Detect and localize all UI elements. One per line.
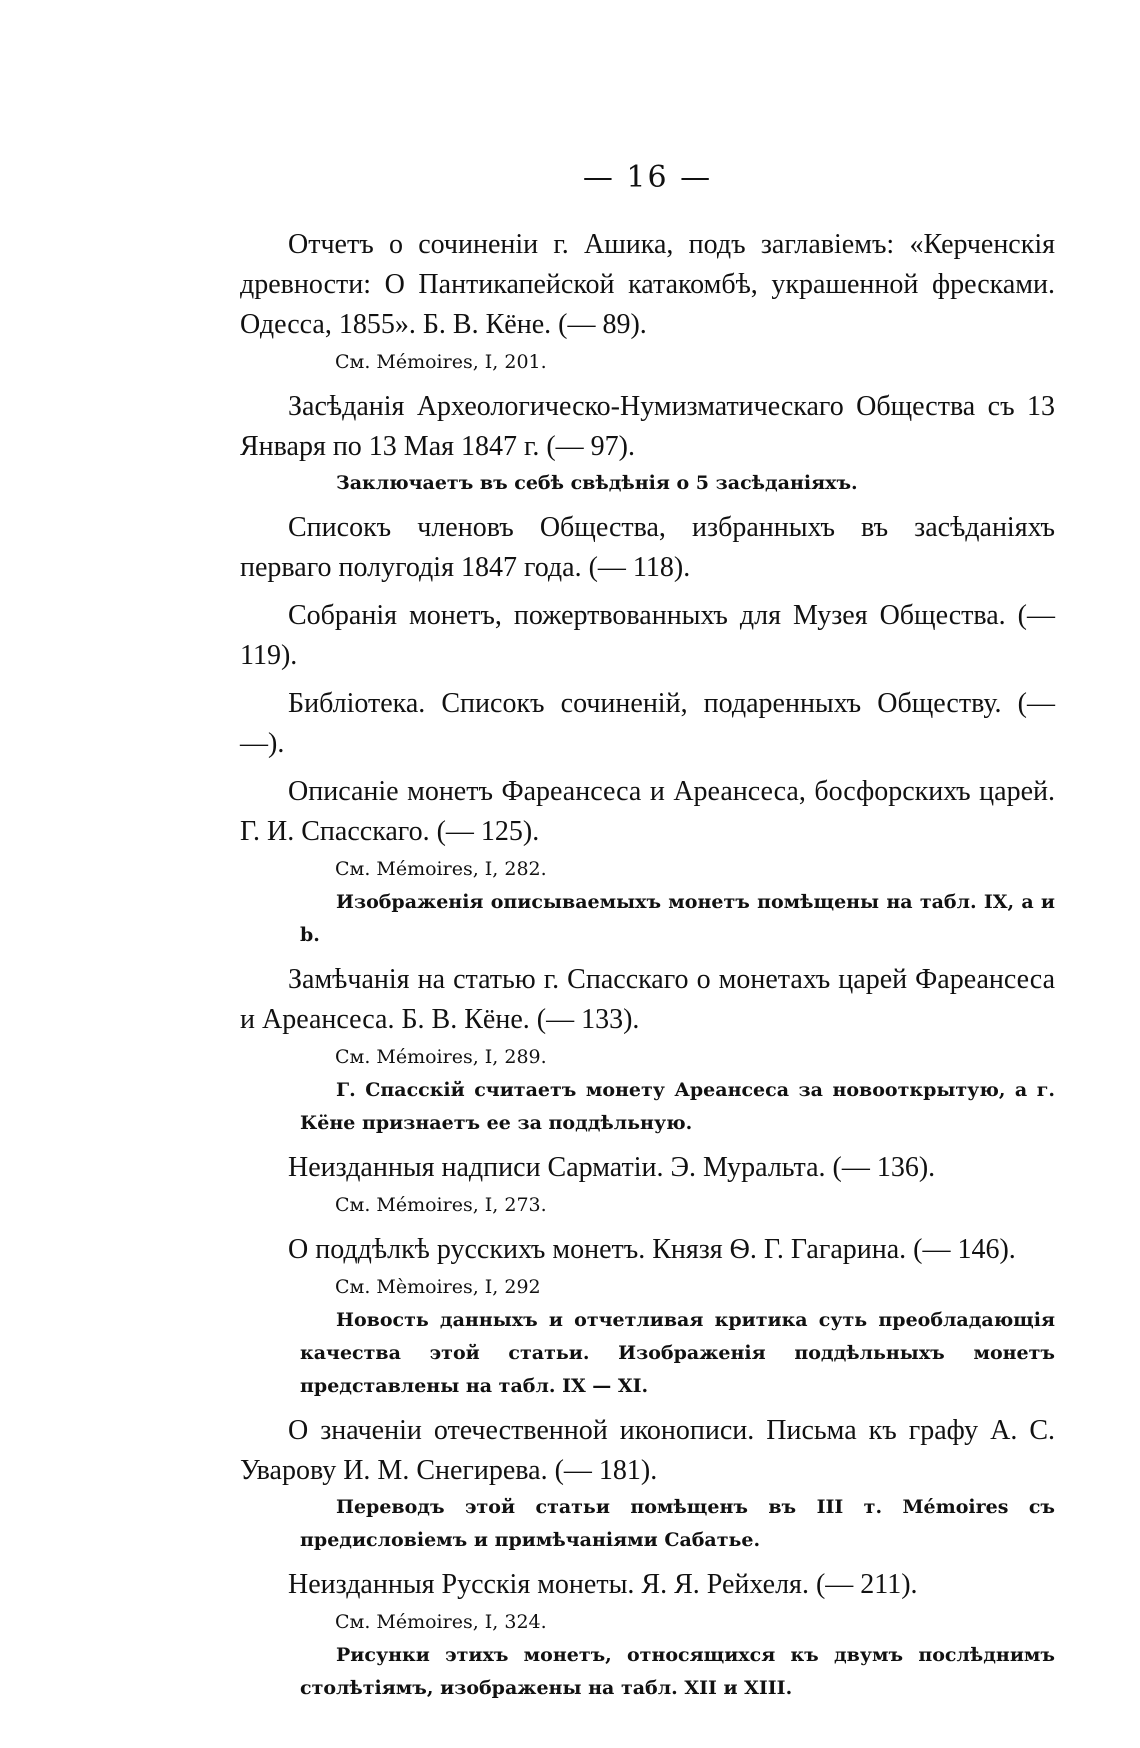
entry-8 bbox=[240, 1148, 1055, 1222]
entry-10 bbox=[240, 1411, 1055, 1557]
entry-5 bbox=[240, 684, 1055, 764]
entry-title: Собранія монетъ, пожертвованныхъ для Музея Общества. (— 119). bbox=[240, 600, 1055, 671]
entry-11 bbox=[240, 1565, 1055, 1705]
entry-title: Отчетъ о сочиненіи г. Ашика, подъ заглавіемъ: «Керченскія древности: О Пантикапейской катакомбѣ, украшенной фресками. Одесса, 1855». Б. В. Кёне. (— 89). bbox=[240, 229, 1055, 340]
entry-reference: См. Mémoires, I, 324. bbox=[335, 1611, 547, 1633]
entry-reference: См. Mémoires, I, 289. bbox=[335, 1046, 547, 1068]
entry-title: Библіотека. Списокъ сочиненій, подаренныхъ Обществу. (— —). bbox=[240, 688, 1055, 759]
entry-3 bbox=[240, 508, 1055, 588]
entry-title: Засѣданія Археологическо-Нумизматическаго Общества съ 13 Января по 13 Мая 1847 г. (— 97). bbox=[240, 391, 1055, 462]
entry-7 bbox=[240, 960, 1055, 1140]
entry-title: Замѣчанія на статью г. Спасскаго о монетахъ царей Фареансеса и Ареансеса. Б. В. Кёне. (— 133). bbox=[240, 964, 1055, 1035]
entry-reference: См. Mèmoires, I, 292 bbox=[335, 1276, 541, 1298]
entry-reference: См. Mémoires, I, 273. bbox=[335, 1194, 547, 1216]
entry-6 bbox=[240, 772, 1055, 952]
entry-1 bbox=[240, 225, 1055, 379]
entry-note: Изображенія описываемыхъ монетъ помѣщены на табл. IX, a и b. bbox=[300, 891, 1055, 946]
entry-9 bbox=[240, 1230, 1055, 1403]
entry-note: Переводъ этой статьи помѣщенъ въ III т. Mémoires съ предисловіемъ и примѣчаніями Сабатье. bbox=[300, 1496, 1055, 1551]
page-number: — 16 — bbox=[582, 160, 713, 195]
entry-note: Новость данныхъ и отчетливая критика суть преобладающія качества этой статьи. Изображенія поддѣльныхъ монетъ представлены на табл. IX — XI. bbox=[300, 1309, 1055, 1397]
entry-reference: См. Mémoires, I, 282. bbox=[335, 858, 547, 880]
entry-title: О поддѣлкѣ русскихъ монетъ. Князя Ѳ. Г. Гагарина. (— 146). bbox=[288, 1234, 1016, 1265]
entry-note: Г. Спасскій считаетъ монету Ареансеса за новооткрытую, а г. Кёне признаетъ ее за поддѣльную. bbox=[300, 1079, 1055, 1134]
entry-reference: См. Mémoires, I, 201. bbox=[335, 351, 547, 373]
entry-title: Списокъ членовъ Общества, избранныхъ въ засѣданіяхъ перваго полугодія 1847 года. (— 118). bbox=[240, 512, 1055, 583]
entry-title: Неизданныя Русскія монеты. Я. Я. Рейхеля. (— 211). bbox=[288, 1569, 918, 1600]
entry-4 bbox=[240, 596, 1055, 676]
entry-title: О значеніи отечественной иконописи. Письма къ графу А. С. Уварову И. М. Снегирева. (— 181). bbox=[240, 1415, 1055, 1486]
entry-title: Описаніе монетъ Фареансеса и Ареансеса, босфорскихъ царей. Г. И. Спасскаго. (— 125). bbox=[240, 776, 1055, 847]
page-body bbox=[240, 160, 1055, 1713]
entry-title: Неизданныя надписи Сарматіи. Э. Муральта. (— 136). bbox=[288, 1152, 936, 1183]
entry-note: Рисунки этихъ монетъ, относящихся къ двумъ послѣднимъ столѣтіямъ, изображены на табл. XII и XIII. bbox=[300, 1644, 1055, 1699]
entry-2 bbox=[240, 387, 1055, 500]
entry-note: Заключаетъ въ себѣ свѣдѣнія о 5 засѣданіяхъ. bbox=[336, 472, 858, 494]
